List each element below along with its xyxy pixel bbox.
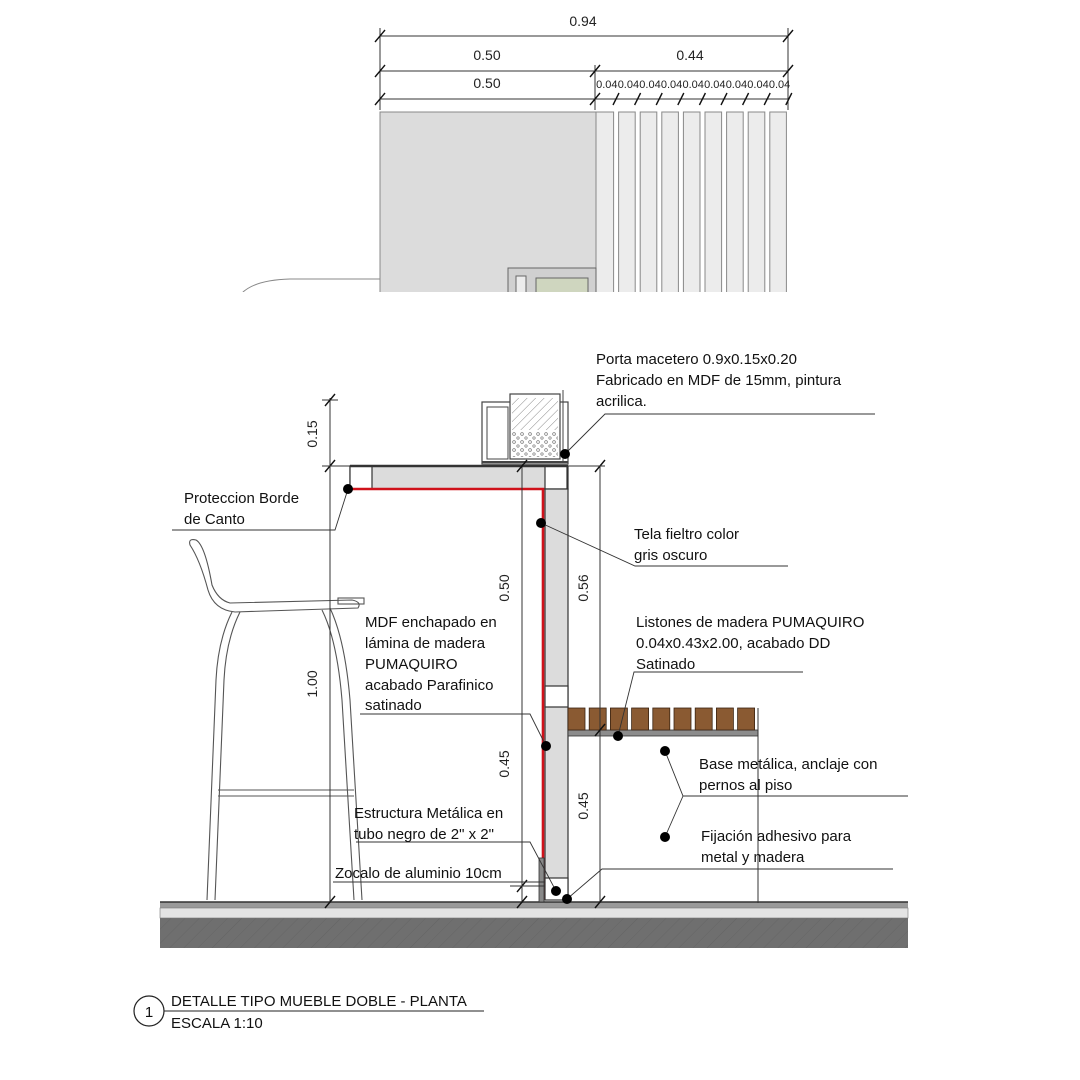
elevation-dimensions [375,13,793,110]
slat [770,112,787,293]
dim-slat: 0.04 [639,79,661,91]
planter-holder [482,390,568,464]
note-zocalo [335,865,502,882]
bench-slat [695,708,712,730]
slat [596,112,614,293]
dim-100: 1.00 [304,670,320,698]
dim-015: 0.15 [304,420,320,448]
dim-left-upper: 0.50 [473,47,501,63]
note-estructura [354,805,503,843]
slat [619,112,636,293]
dim-slat: 0.04 [704,79,726,91]
svg-text:gris oscuro: gris oscuro [634,547,708,564]
dim-045-right: 0.45 [575,792,591,820]
elevation-slats [596,112,786,293]
dim-left-lower: 0.50 [473,75,501,91]
slat [748,112,765,293]
countertop [350,466,568,489]
dim-slat: 0.04 [617,79,640,91]
svg-text:Tela fieltro color: Tela fieltro color [634,526,740,543]
bench-slat [653,708,670,730]
bench-slat [716,708,733,730]
elevation-panel [380,112,596,293]
bench-slat [568,708,585,730]
bench-slat [632,708,649,730]
dim-slat: 0.04 [682,79,704,91]
bench-slat [738,708,755,730]
elevation-view [240,13,793,293]
svg-text:acabado Parafinico: acabado Parafinico [365,677,494,694]
svg-text:Proteccion Borde: Proteccion Borde [184,490,300,507]
svg-text:Estructura Metálica en: Estructura Metálica en [354,805,504,822]
svg-text:Porta macetero 0.9x0.15x0.20: Porta macetero 0.9x0.15x0.20 [596,351,797,368]
svg-text:lámina de madera: lámina de madera [365,635,486,652]
dim-right-upper: 0.44 [676,47,704,63]
bar-stool [190,540,364,900]
dim-slat: 0.04 [725,79,748,91]
dim-slat: 0.04 [596,79,618,91]
svg-text:Listones de madera PUMAQUIRO: Listones de madera PUMAQUIRO [636,614,865,631]
svg-text:Base metálica, anclaje con: Base metálica, anclaje con [699,756,878,773]
dim-slat: 0.04 [747,79,769,91]
dim-050: 0.50 [496,574,512,602]
note-mdf [365,614,497,714]
detail-number: 1 [144,1004,154,1021]
note-tela-fieltro [634,526,739,564]
section-view [160,351,908,948]
svg-text:Fijación adhesivo para: Fijación adhesivo para [701,828,852,845]
note-base-metalica [699,756,877,794]
elevation-chair-outline [242,279,380,293]
dim-slat: 0.04 [660,79,683,91]
svg-text:acrilica.: acrilica. [596,393,647,410]
slat [640,112,657,293]
slat [683,112,700,293]
detail-scale: ESCALA 1:10 [171,1015,263,1032]
detail-title: DETALLE TIPO MUEBLE DOBLE - PLANTA [171,993,467,1010]
wood-slats [568,708,755,730]
svg-text:MDF enchapado en: MDF enchapado en [365,614,497,631]
dim-slat: 0.04 [768,79,791,91]
note-proteccion-borde [184,490,299,528]
svg-text:de Canto: de Canto [184,511,245,528]
svg-text:tubo negro de 2" x 2": tubo negro de 2" x 2" [354,826,494,843]
note-porta-macetero [596,351,842,410]
dim-045-left: 0.45 [496,750,512,778]
note-fijacion [701,828,852,866]
svg-text:Satinado: Satinado [636,656,696,673]
slat [662,112,679,293]
dim-total: 0.94 [569,13,597,29]
bench-slat [674,708,691,730]
dim-056: 0.56 [575,574,591,602]
drawing-caption [134,993,484,1032]
slat [705,112,722,293]
bench-slat [610,708,627,730]
svg-text:satinado: satinado [365,697,422,714]
svg-text:pernos al piso: pernos al piso [699,777,793,794]
slat [727,112,744,293]
note-listones [636,614,864,673]
svg-text:Zocalo de aluminio 10cm: Zocalo de aluminio 10cm [335,865,502,882]
svg-text:PUMAQUIRO: PUMAQUIRO [365,656,458,673]
svg-text:metal y madera: metal y madera [701,849,805,866]
svg-text:0.04x0.43x2.00, acabado DD: 0.04x0.43x2.00, acabado DD [636,635,831,652]
svg-text:Fabricado en MDF de 15mm, pint: Fabricado en MDF de 15mm, pintura [596,372,842,389]
